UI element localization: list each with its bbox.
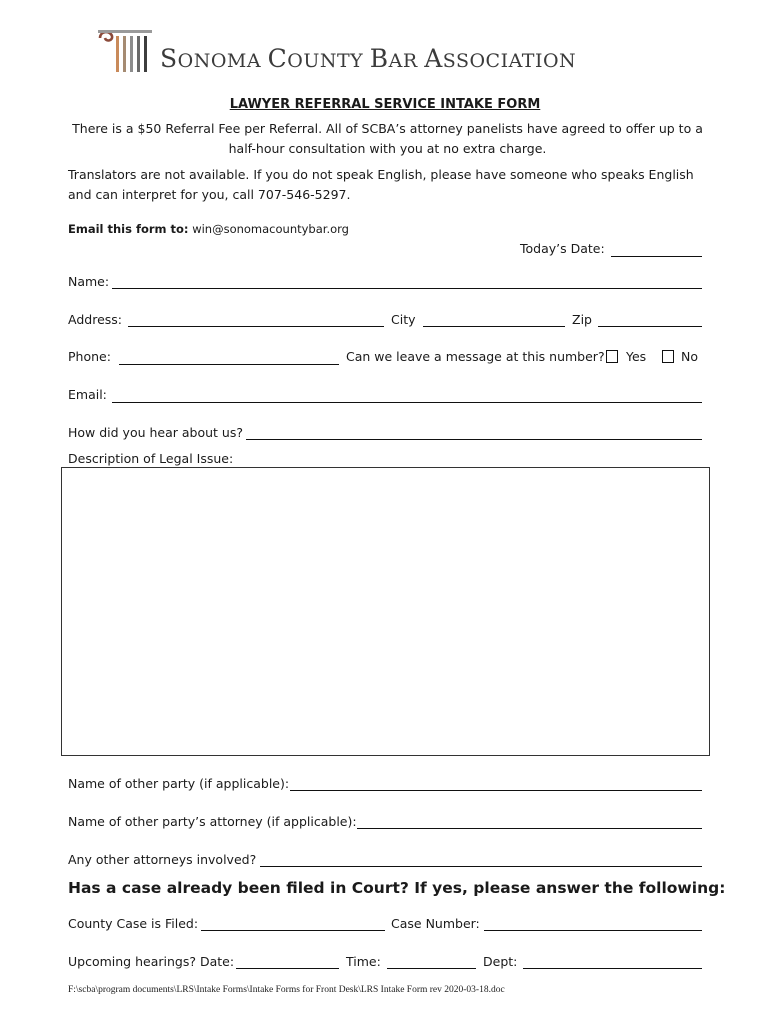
other-party-label: Name of other party (if applicable): xyxy=(68,776,290,791)
email-field[interactable] xyxy=(112,402,702,403)
phone-label: Phone: xyxy=(68,349,111,364)
city-field[interactable] xyxy=(423,326,565,327)
todays-date-field[interactable] xyxy=(611,256,702,257)
hearing-time-field[interactable] xyxy=(387,968,476,969)
no-checkbox[interactable] xyxy=(662,350,674,363)
address-field[interactable] xyxy=(128,326,384,327)
dept-label: Dept: xyxy=(483,954,518,969)
case-filed-heading: Has a case already been filed in Court? If yes, please answer the following: xyxy=(68,879,726,897)
other-party-field[interactable] xyxy=(290,790,702,791)
message-question: Can we leave a message at this number? xyxy=(346,349,605,364)
hearing-date-label: Upcoming hearings? Date: xyxy=(68,954,235,969)
other-attorneys-field[interactable] xyxy=(260,866,702,867)
email-instruction-label: Email this form to: xyxy=(68,222,189,236)
other-party-attorney-field[interactable] xyxy=(357,828,702,829)
form-title: LAWYER REFERRAL SERVICE INTAKE FORM xyxy=(229,97,541,112)
zip-field[interactable] xyxy=(598,326,702,327)
city-label: City xyxy=(391,312,416,327)
yes-checkbox[interactable] xyxy=(606,350,618,363)
translators-note: Translators are not available. If you do not speak English, please have someone who speaks English and can interpret for you, call 707-546-5297. xyxy=(68,167,694,202)
yes-label: Yes xyxy=(626,349,647,364)
column-logo-icon xyxy=(96,28,156,74)
organization-name: SONOMA COUNTY BAR ASSOCIATION xyxy=(160,44,577,73)
dept-field[interactable] xyxy=(523,968,702,969)
referral-fee-note: There is a $50 Referral Fee per Referral. All of SCBA’s attorney panelists have agreed to offer up to a half-hour consultation with you at no extra charge. xyxy=(72,121,703,156)
case-number-field[interactable] xyxy=(484,930,702,931)
email-label: Email: xyxy=(68,387,107,402)
email-address: win@sonomacountybar.org xyxy=(192,222,349,236)
zip-label: Zip xyxy=(572,312,592,327)
hearing-date-field[interactable] xyxy=(236,968,339,969)
name-field[interactable] xyxy=(112,288,702,289)
address-label: Address: xyxy=(68,312,122,327)
description-textarea[interactable] xyxy=(61,467,710,756)
email-instruction xyxy=(68,222,349,236)
todays-date-label: Today’s Date: xyxy=(520,241,605,256)
no-label: No xyxy=(681,349,698,364)
hear-about-field[interactable] xyxy=(246,439,702,440)
description-label: Description of Legal Issue: xyxy=(68,451,234,466)
county-case-field[interactable] xyxy=(201,930,385,931)
file-path-footer: F:\scba\program documents\LRS\Intake Forms\Intake Forms for Front Desk\LRS Intake Form rev 2020-03-18.doc xyxy=(68,985,505,995)
other-attorneys-label: Any other attorneys involved? xyxy=(68,852,257,867)
other-party-attorney-label: Name of other party’s attorney (if applicable): xyxy=(68,814,357,829)
phone-field[interactable] xyxy=(119,364,339,365)
county-case-label: County Case is Filed: xyxy=(68,916,199,931)
name-label: Name: xyxy=(68,274,110,289)
hear-about-label: How did you hear about us? xyxy=(68,425,243,440)
hearing-time-label: Time: xyxy=(346,954,381,969)
case-number-label: Case Number: xyxy=(391,916,480,931)
